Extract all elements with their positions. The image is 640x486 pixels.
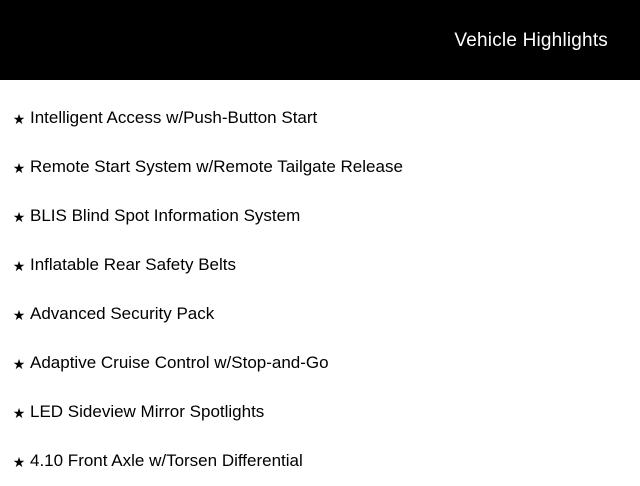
- list-item-label: Remote Start System w/Remote Tailgate Release: [30, 157, 403, 177]
- star-bullet-icon: ★: [12, 355, 26, 372]
- star-bullet-icon: ★: [12, 208, 26, 225]
- page-title: Vehicle Highlights: [454, 29, 608, 51]
- star-bullet-icon: ★: [12, 159, 26, 176]
- list-item-label: Adaptive Cruise Control w/Stop-and-Go: [30, 353, 329, 373]
- vehicle-highlights-list: [0, 80, 640, 486]
- list-item: [0, 241, 640, 290]
- list-item-label: BLIS Blind Spot Information System: [30, 206, 301, 226]
- star-bullet-icon: ★: [12, 453, 26, 470]
- list-item-label: Advanced Security Pack: [30, 304, 215, 324]
- list-item: [0, 290, 640, 339]
- list-item: [0, 437, 640, 486]
- star-bullet-icon: ★: [12, 306, 26, 323]
- list-item: [0, 94, 640, 143]
- header-bar: [0, 0, 640, 80]
- list-item: [0, 143, 640, 192]
- list-item: [0, 388, 640, 437]
- list-item-label: Inflatable Rear Safety Belts: [30, 255, 237, 275]
- list-item-label: LED Sideview Mirror Spotlights: [30, 402, 265, 422]
- star-bullet-icon: ★: [12, 404, 26, 421]
- list-item: [0, 192, 640, 241]
- star-bullet-icon: ★: [12, 257, 26, 274]
- list-item-label: 4.10 Front Axle w/Torsen Differential: [30, 451, 303, 471]
- star-bullet-icon: ★: [12, 110, 26, 127]
- list-item: [0, 339, 640, 388]
- list-item-label: Intelligent Access w/Push-Button Start: [30, 108, 318, 128]
